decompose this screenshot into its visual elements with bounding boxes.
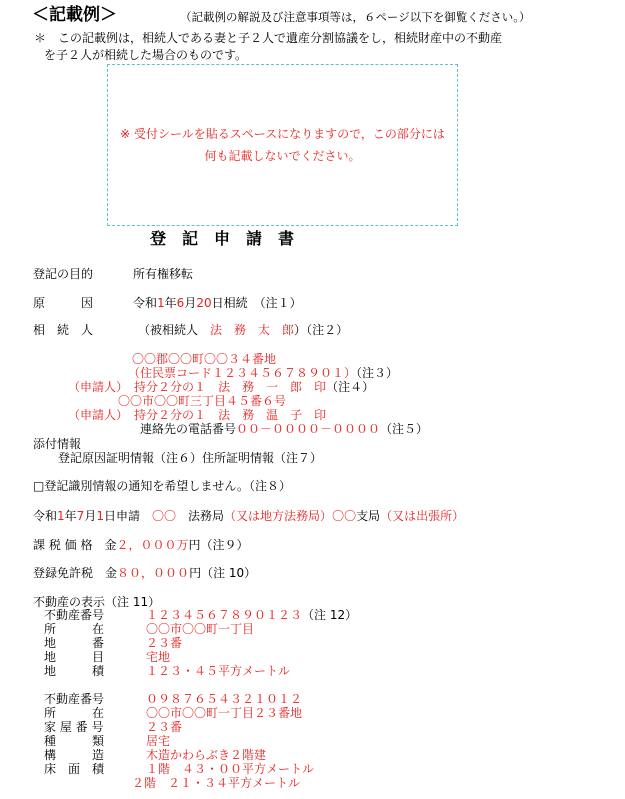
land-category-label: 地 目 <box>44 650 105 664</box>
land-lot-label: 地 番 <box>44 636 105 650</box>
attachments-items: 登記原因証明情報（注６）住所証明情報（注７） <box>58 451 323 465</box>
building-structure-label: 構 造 <box>44 748 105 762</box>
cause-label: 原 因 <box>33 296 94 310</box>
building-number-label: 不動産番号 <box>44 692 105 706</box>
phone-line: 連絡先の電話番号００－００００－００００（注５） <box>140 422 429 436</box>
building-location-label: 所 在 <box>44 706 105 720</box>
filing-line: 令和1年7月1日申請 〇〇 法務局（又は地方法務局）〇〇支局（又は出張所） <box>33 509 465 523</box>
purpose-label: 登記の目的 <box>33 267 94 281</box>
land-category: 宅地 <box>146 650 171 664</box>
applicant-1-address: 〇〇郡〇〇町〇〇３４番地 <box>132 352 277 366</box>
building-house-no-label: 家 屋 番 号 <box>44 720 104 734</box>
building-floor-2: ２階 ２１・３４平方メートル <box>132 776 301 790</box>
purpose-value: 所有権移転 <box>133 267 194 281</box>
land-number-label: 不動産番号 <box>44 608 105 622</box>
intro-star: ＊ <box>34 31 47 45</box>
applicant-2-address: 〇〇市〇〇町三丁目４５番６号 <box>118 394 287 408</box>
intro-line-1: この記載例は，相続人である妻と子２人で遺産分割協議をし，相続財産中の不動産 <box>58 31 503 45</box>
receipt-seal-note-line-2: 何も記載しないでください。 <box>204 149 361 163</box>
land-area-label: 地 積 <box>44 664 105 678</box>
land-location-label: 所 在 <box>44 622 105 636</box>
applicant-2-line: （申請人） 持分２分の１ 法 務 温 子 印 <box>68 408 327 422</box>
land-number: １２３４５６７８９０１２３（注 12） <box>146 608 358 622</box>
building-floor-area-label: 床 面 積 <box>44 762 105 776</box>
building-type: 居宅 <box>146 734 171 748</box>
cause-value: 令和1年6月20日相続 （注１） <box>133 296 302 310</box>
heading-note: （記載例の解説及び注意事項等は，６ページ以下を御覧ください。） <box>180 10 531 24</box>
building-structure: 木造かわらぶき２階建 <box>146 748 267 762</box>
land-location: 〇〇市〇〇町一丁目 <box>146 622 255 636</box>
building-house-no: ２３番 <box>146 720 183 734</box>
registration-tax-line: 登録免許税 金８０，０００円（注 10） <box>33 566 257 580</box>
receipt-seal-note-line-1: ※ 受付シールを貼るスペースになりますので，この部分には <box>120 127 445 141</box>
heir-label: 相 続 人 <box>33 323 94 337</box>
document-title: 登記申請書 <box>150 229 311 248</box>
building-location: 〇〇市〇〇町一丁目２３番地 <box>146 706 303 720</box>
land-area: １２３・４５平方メートル <box>146 664 291 678</box>
applicant-1-line: （申請人） 持分２分の１ 法 務 一 郎 印（注４） <box>68 380 375 394</box>
intro-line-2: を子２人が相続した場合のものです。 <box>44 48 248 62</box>
attachments-label: 添付情報 <box>33 437 82 451</box>
building-floor-1: １階 ４３・００平方メートル <box>146 762 315 776</box>
juminhyo-line: （住民票コード１２３４５６７８９０１）（注３） <box>128 366 399 380</box>
building-number: ０９８７６５４３２１０１２ <box>146 692 303 706</box>
receipt-seal-area <box>107 64 458 226</box>
decedent-line: （被相続人 法 務 太 郎）（注２） <box>138 323 349 337</box>
building-type-label: 種 類 <box>44 734 105 748</box>
property-label: 不動産の表示（注 11） <box>33 595 161 609</box>
taxable-value-line: 課 税 価 格 金２，０００万円（注９） <box>33 538 249 552</box>
example-heading: ＜記載例＞ <box>32 5 117 25</box>
land-lot: ２３番 <box>146 636 183 650</box>
notice-checkbox-line: □登記識別情報の通知を希望しません。（注８） <box>33 479 292 493</box>
